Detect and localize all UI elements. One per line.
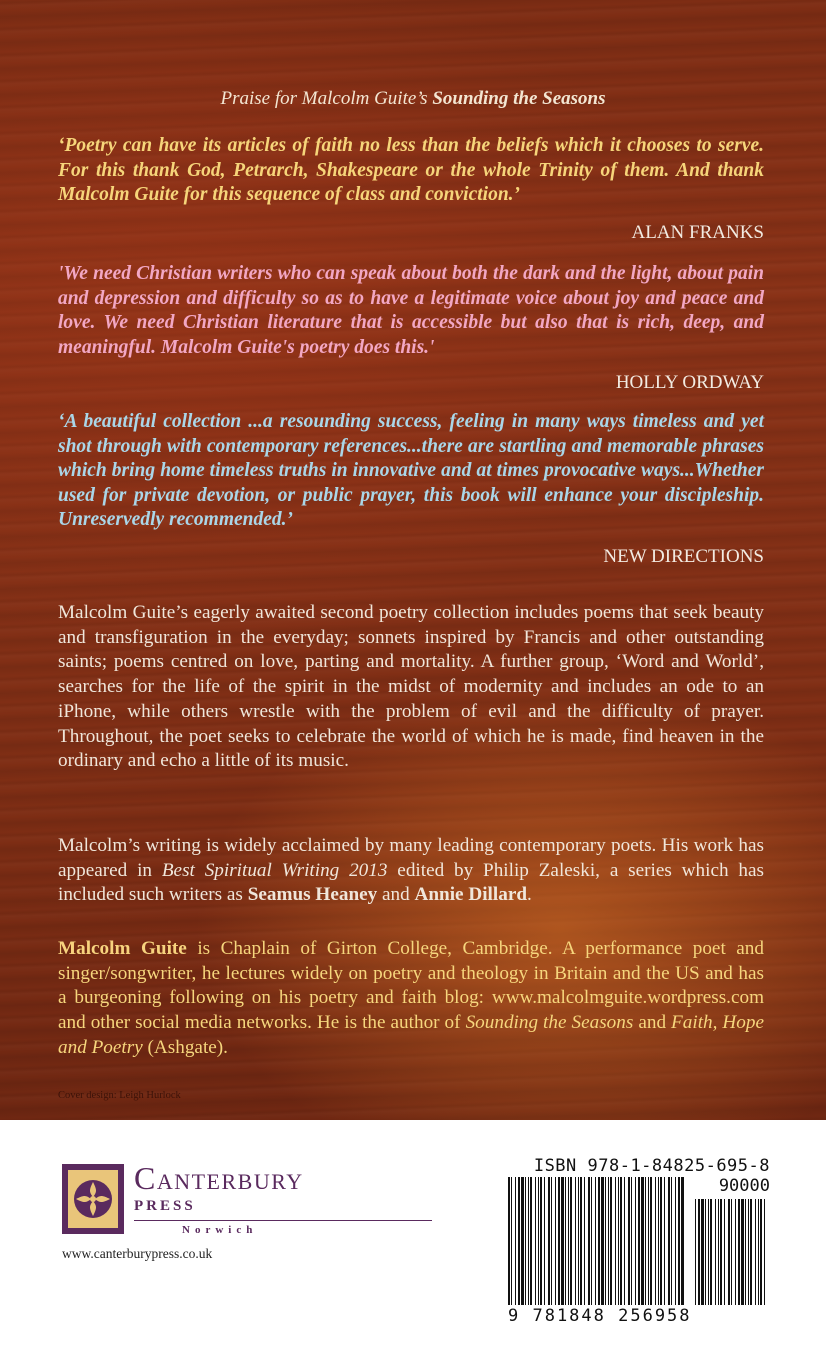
price-code: 90000 [718, 1176, 770, 1196]
barcode-number: 9 781848 256958 [508, 1306, 692, 1326]
acclaim-text-2: edited by Philip Zaleski, a series which has included such writers as [58, 859, 764, 906]
attribution-new-directions: NEW DIRECTIONS [603, 546, 764, 567]
bio-text-2: and [633, 1012, 672, 1034]
praise-heading-title: Sounding the Seasons [432, 88, 606, 109]
publisher-url: www.canterburypress.co.uk [62, 1246, 213, 1261]
bio-book-2: Faith, Hope and Poetry [58, 1012, 764, 1058]
quote-new-directions: ‘A beautiful collection ...a resounding success, feeling in many ways timeless and yet shot through with contemporary references...there are startling and memorable phrases which bring home timeless truths in innovative and at times provocative ways...Whether used for private devotion, or public prayer, this book will enhance your discipleship. Unreservedly recommended.’ [58, 411, 764, 530]
acclaim-poet-heaney: Seamus Heaney [247, 884, 378, 906]
bio-text-3: (Ashgate). [142, 1036, 228, 1058]
logo-emblem [68, 1170, 118, 1228]
attribution-alan-franks: ALAN FRANKS [631, 222, 764, 243]
publisher-city: Norwich [182, 1224, 258, 1236]
acclaim-text-3: and [377, 884, 415, 906]
acclaim-text-1: Malcolm’s writing is widely acclaimed by many leading contemporary poets. His work has appeared in [58, 835, 764, 881]
acclaim-poet-dillard: Annie Dillard [414, 884, 528, 906]
bio-text-1: is Chaplain of Girton College, Cambridge. A performance poet and singer/songwriter, he lectures widely on poetry and theology in Britain and the US and has a burgeoning following on his poetry and faith blog: www.malcolmguite.wordpress.com and other social media networks. He is the author of [58, 938, 764, 1034]
cross-emblem-icon [68, 1170, 118, 1228]
acclaim-text-4: . [527, 884, 532, 906]
praise-heading [0, 88, 826, 110]
isbn-text: ISBN 978-1-84825-695-8 [533, 1156, 770, 1176]
attribution-holly-ordway: HOLLY ORDWAY [615, 372, 764, 393]
acclaim-paragraph [58, 834, 764, 908]
author-name: Malcolm Guite [58, 938, 187, 959]
back-cover-footer [0, 1120, 826, 1360]
acclaim-book-title: Best Spiritual Writing 2013 [161, 859, 388, 881]
author-bio [58, 937, 764, 1061]
barcode-icon [506, 1177, 770, 1307]
publisher-divider [134, 1220, 432, 1221]
canterbury-press-logo [62, 1164, 124, 1234]
quote-alan-franks: ‘Poetry can have its articles of faith no less than the beliefs which it chooses to serve. For this thank God, Petrarch, Shakespeare or the whole Trinity of them. And thank Malcolm Guite for this sequence of class and conviction.’ [58, 135, 764, 205]
bio-book-1: Sounding the Seasons [465, 1012, 634, 1034]
publisher-name: Canterbury [134, 1160, 304, 1196]
cover-design-credit: Cover design: Leigh Hurlock [58, 1090, 181, 1101]
book-description: Malcolm Guite’s eagerly awaited second poetry collection includes poems that seek beauty and transfiguration in the everyday; sonnets inspired by Francis and other outstanding saints; poems centred on love, parting and mortality. A further group, ‘Word and World’, searches for the life of the spirit in the midst of modernity and includes an ode to an iPhone, while others wrestle with the problem of evil and the difficulty of prayer. Throughout, the poet seeks to celebrate the world of which he is made, find heaven in the ordinary and echo a little of its music. [58, 602, 764, 772]
publisher-press-label: PRESS [134, 1198, 196, 1214]
quote-holly-ordway: 'We need Christian writers who can speak about both the dark and the light, about pain and depression and difficulty so as to have a legitimate voice about joy and peace and love. We need Christian literature that is accessible but also that is rich, deep, and meaningful. Malcolm Guite's poetry does this.' [58, 263, 764, 358]
praise-heading-prefix: Praise for Malcolm Guite’s [220, 88, 433, 109]
